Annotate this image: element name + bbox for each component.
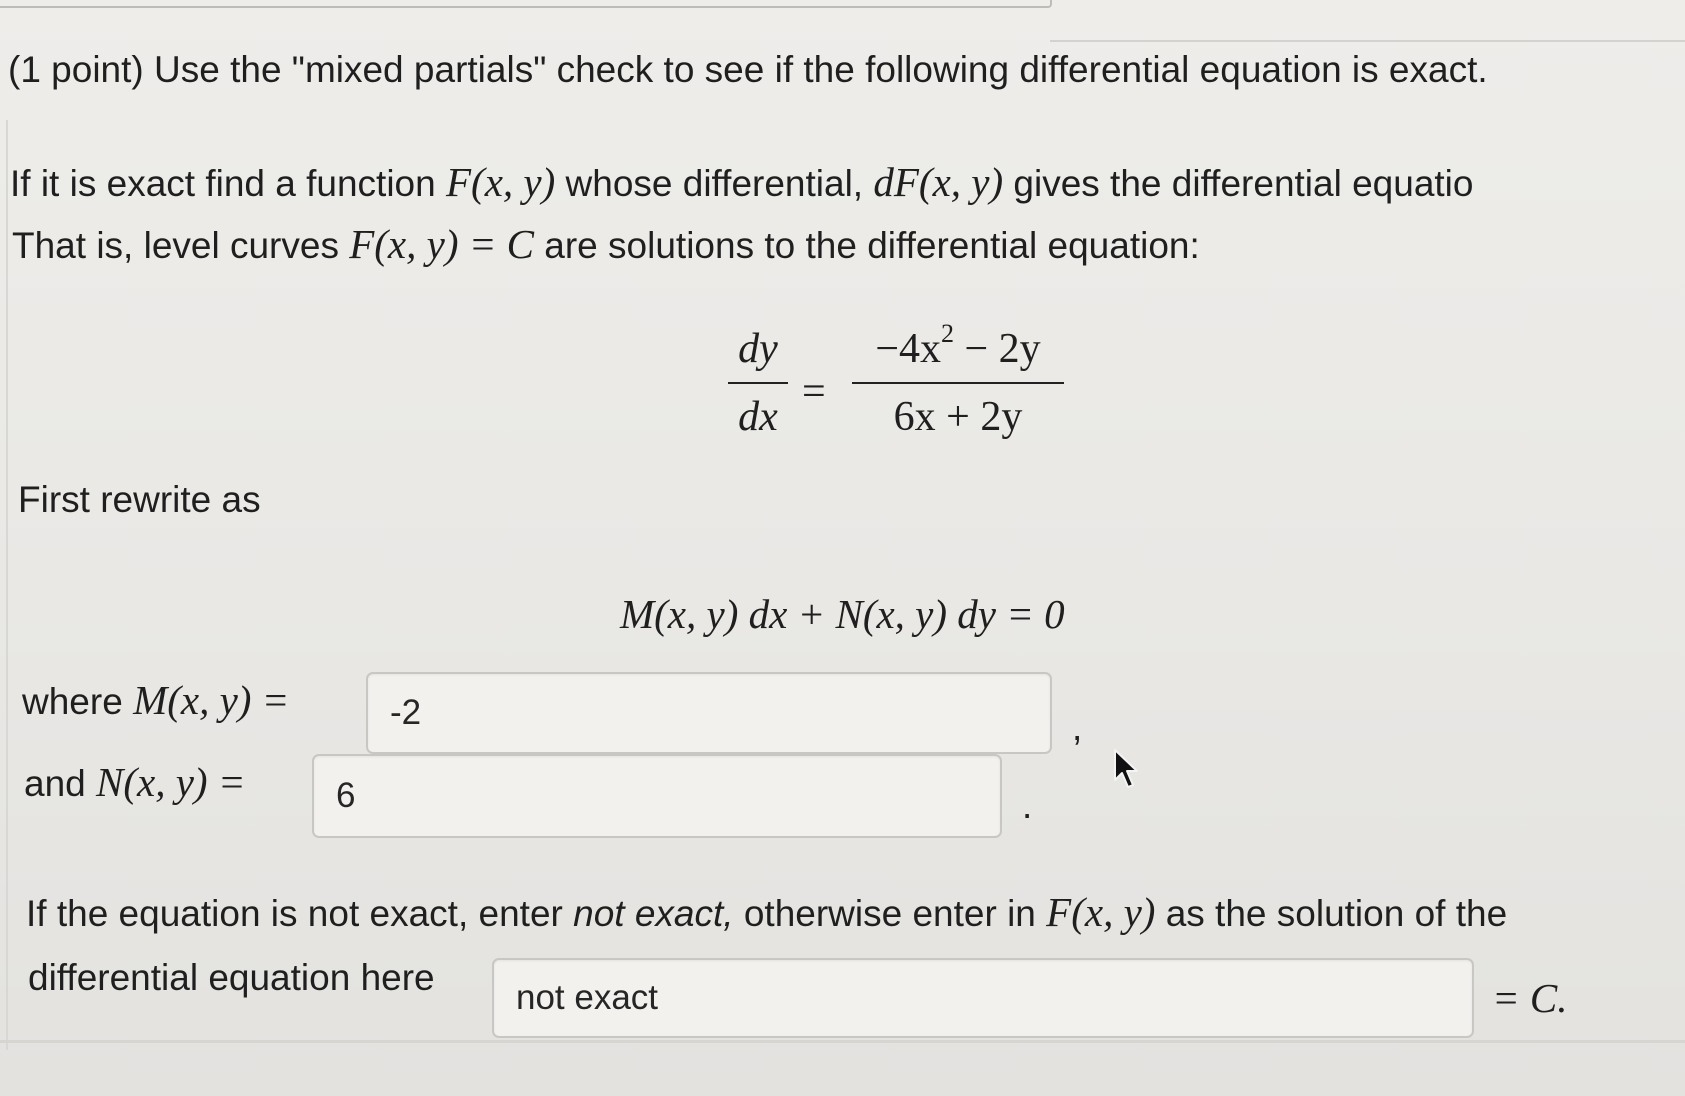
equation-equals: = bbox=[802, 369, 826, 415]
top-divider bbox=[0, 0, 1052, 8]
solution-not-exact-em: not exact, bbox=[573, 893, 734, 934]
problem-line-2-text-b: whose differential, bbox=[555, 163, 874, 204]
rewrite-form-math: M(x, y) dx + N(x, y) dy = 0 bbox=[620, 591, 1065, 637]
problem-intro: (1 point) Use the "mixed partials" check to see if the following differential equation is exact. bbox=[8, 49, 1488, 90]
m-input[interactable]: -2 bbox=[366, 672, 1052, 754]
m-row-prefix: where bbox=[22, 681, 134, 722]
problem-line-3 bbox=[12, 222, 1200, 268]
rhs-fraction bbox=[852, 319, 1064, 444]
solution-text-b: otherwise enter in bbox=[733, 893, 1047, 934]
rewrite-label: First rewrite as bbox=[18, 479, 261, 520]
solution-text-a: If the equation is not exact, enter bbox=[26, 893, 574, 934]
solution-input[interactable]: not exact bbox=[492, 958, 1474, 1038]
mouse-pointer-icon bbox=[1112, 748, 1142, 790]
m-row-label bbox=[22, 678, 289, 724]
left-divider bbox=[6, 120, 8, 1050]
rhs-numerator-term-a: −4x bbox=[875, 326, 941, 372]
solution-instruction bbox=[26, 890, 1507, 936]
lhs-fraction bbox=[728, 322, 788, 444]
m-row-math: M(x, y) = bbox=[133, 677, 290, 723]
n-input[interactable]: 6 bbox=[312, 754, 1002, 838]
n-row-suffix: . bbox=[1022, 785, 1033, 826]
problem-line-2 bbox=[10, 160, 1473, 206]
n-row-prefix: and bbox=[24, 763, 97, 804]
solution-suffix-math: = C. bbox=[1492, 975, 1568, 1021]
n-row-math: N(x, y) = bbox=[96, 759, 246, 805]
lhs-fraction-bar bbox=[728, 382, 788, 384]
bottom-divider bbox=[0, 1040, 1685, 1043]
lhs-denominator: dx bbox=[738, 394, 778, 440]
problem-line-3-text-b: are solutions to the differential equation: bbox=[534, 225, 1200, 266]
rhs-numerator-exponent: 2 bbox=[941, 319, 954, 348]
m-row-suffix: , bbox=[1072, 707, 1083, 748]
solution-function-math: F(x, y) bbox=[1046, 889, 1156, 935]
level-curve-math: F(x, y) = C bbox=[349, 221, 534, 267]
rhs-denominator: 6x + 2y bbox=[893, 394, 1023, 440]
top-divider-right bbox=[1050, 40, 1685, 42]
function-dF-math: dF(x, y) bbox=[873, 159, 1004, 205]
problem-line-2-text-a: If it is exact find a function bbox=[10, 163, 446, 204]
n-row-label bbox=[24, 760, 245, 806]
solution-text-c: as the solution of the bbox=[1155, 893, 1508, 934]
lhs-numerator: dy bbox=[738, 326, 778, 372]
rhs-fraction-bar bbox=[852, 382, 1064, 384]
problem-line-2-text-c: gives the differential equatio bbox=[1003, 163, 1474, 204]
rhs-numerator bbox=[852, 319, 1064, 376]
solution-label: differential equation here bbox=[28, 957, 435, 998]
rhs-numerator-term-b: − 2y bbox=[954, 326, 1041, 372]
function-F-math: F(x, y) bbox=[446, 159, 556, 205]
problem-line-3-text-a: That is, level curves bbox=[12, 225, 350, 266]
